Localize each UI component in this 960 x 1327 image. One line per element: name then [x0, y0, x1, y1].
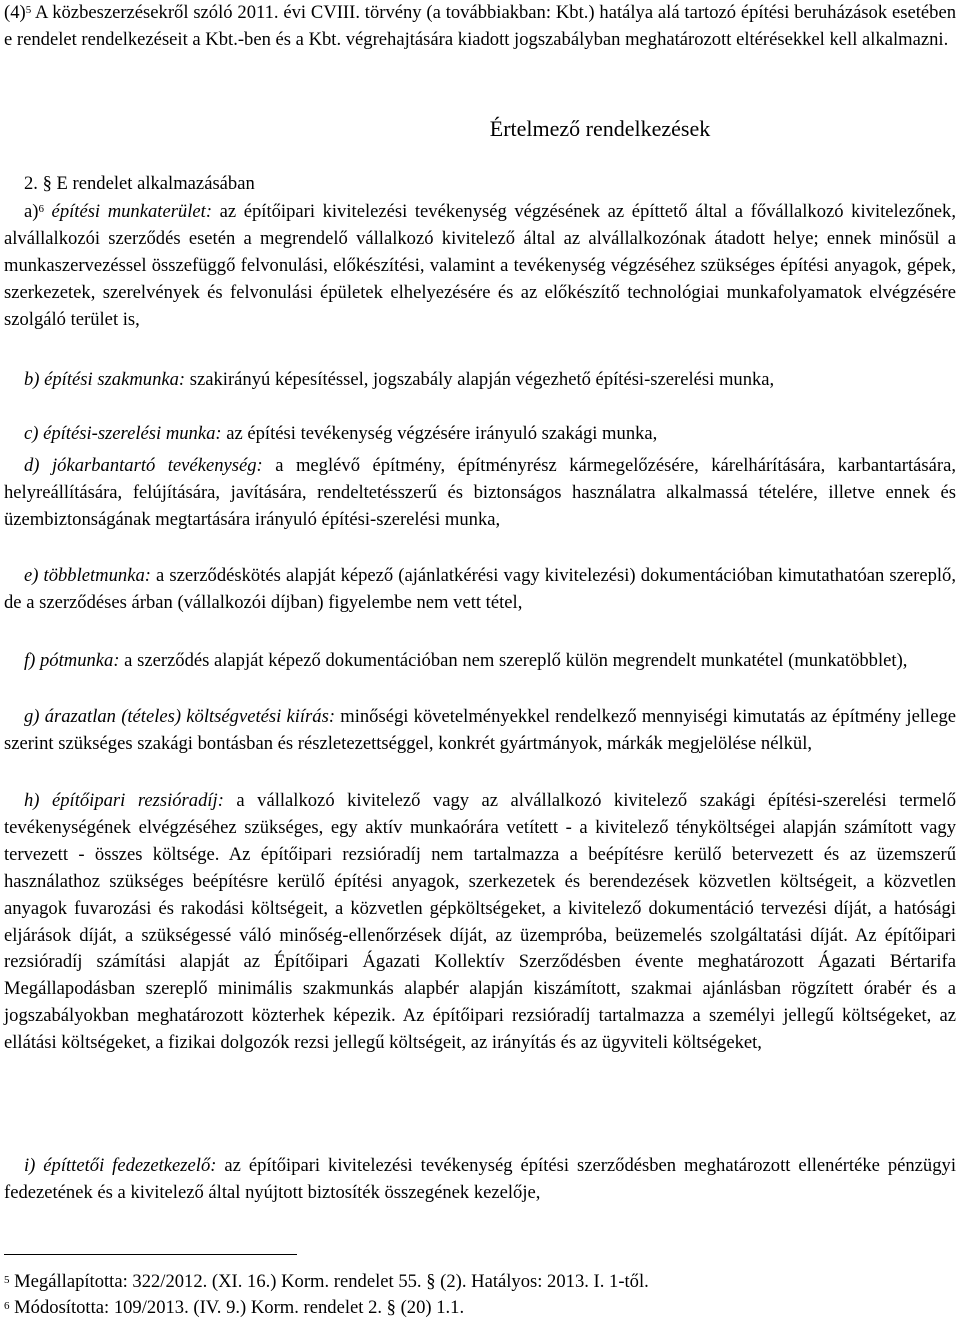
section-intro-text: E rendelet alkalmazásában — [51, 173, 255, 194]
paragraph-text: A közbeszerzésekről szóló 2011. évi CVIII. törvény (a továbbiakban: Kbt.) hatálya alá tartozó építési beruházások esetében e rendelet rendelkezéseit a Kbt.-ben és a Kbt. végrehajtására kiadott jogszabályban meghatározott eltérésekkel kell alkalmazni. — [4, 2, 956, 50]
definition-term: e) többletmunka: — [24, 565, 151, 586]
definition-term: g) árazatlan (tételes) költségvetési kiírás: — [24, 706, 336, 727]
definition-text: szakirányú képesítéssel, jogszabály alapján végezhető építési-szerelési munka, — [185, 369, 775, 390]
definition-term: b) építési szakmunka: — [24, 369, 186, 390]
section-number: 2. — [24, 173, 38, 194]
definition-e — [4, 563, 956, 617]
definition-term: h) építőipari rezsióradíj: — [24, 790, 224, 811]
definition-text: minőségi követelményekkel rendelkező mennyiségi kimutatás az építmény jellege szerint szükséges szakági bontásban és részletezettséggel, konkrét gyártmányok, márkák megjelölése nélkül, — [4, 706, 956, 754]
definition-text: az építési tevékenység végzésére irányuló szakági munka, — [221, 423, 658, 444]
definition-term: i) építtetői fedezetkezelő: — [24, 1155, 217, 1176]
definition-term: d) jókarbantartó tevékenység: — [24, 455, 263, 476]
definition-g — [4, 704, 956, 758]
footnote-ref-6[interactable]: 6 — [38, 203, 44, 215]
definition-text: a szerződéskötés alapját képező (ajánlatkérési vagy kivitelezési) dokumentációban kimutathatóan szereplő, de a szerződéses árban (vállalkozói díjban) figyelembe nem vett tétel, — [4, 565, 957, 613]
definition-label: a) — [24, 201, 39, 222]
footnote-separator — [4, 1254, 297, 1255]
definition-i — [4, 1153, 956, 1207]
section-2-intro — [4, 171, 956, 198]
paragraph-4 — [4, 0, 956, 54]
definition-term: c) építési-szerelési munka: — [24, 423, 222, 444]
definition-c — [4, 421, 956, 448]
section-heading: Értelmező rendelkezések — [489, 116, 711, 141]
footnote-6 — [4, 1296, 464, 1320]
footnote-5 — [4, 1270, 649, 1294]
definition-f — [4, 648, 956, 675]
footnote-number: 6 — [4, 1300, 10, 1312]
footnote-text: Módosította: 109/2013. (IV. 9.) Korm. rendelet 2. § (20) 1.1. — [9, 1297, 465, 1318]
definition-a — [4, 199, 956, 334]
footnote-number: 5 — [4, 1274, 10, 1286]
definition-h — [4, 788, 956, 1057]
footnote-ref-5[interactable]: 5 — [25, 4, 32, 16]
definition-term: építési munkaterület: — [43, 201, 213, 222]
definition-term: f) pótmunka: — [24, 650, 120, 671]
definition-text: a szerződés alapját képező dokumentációban nem szereplő külön megrendelt munkatétel (munkatöbblet), — [119, 650, 908, 671]
definition-text: az építőipari kivitelezési tevékenység építési szerződésben meghatározott ellenértéke pénzügyi fedezetének és a kivitelező által nyújtott biztosíték összegének kezelője, — [4, 1155, 956, 1203]
definition-text: az építőipari kivitelezési tevékenység végzésének az építtető által a fővállalkozó kivitelezőnek, alvállalkozói szerződés esetén a megrendelő vállalkozó kivitelező által az alvállalkozónak átadott helye; ennek minősül a munkaszervezéssel összefüggő felvonulási, előkészítési, valamint a tevékenység végzéséhez szükséges építési anyagok, gépek, szerkezetek, szerelvények és felvonulási épületek elhelyezésére és az előkészítő technológiai munkafolyamatok elvégzésére szolgáló terület is, — [4, 201, 956, 330]
definition-d — [4, 453, 956, 534]
footnote-text: Megállapította: 322/2012. (XI. 16.) Korm. rendelet 55. § (2). Hatályos: 2013. I. 1-től. — [9, 1271, 649, 1292]
section-sign: § — [42, 173, 52, 194]
definition-b — [4, 367, 956, 394]
definition-text: a meglévő építmény, építményrész kármegelőzésére, kárelhárítására, karbantartására, helyreállítására, felújítására, javítására, rendeltetésszerű és biztonságos használatra alkalmassá tételére, illetve ennek és üzembiztonságának megtartására irányuló építési-szerelési munka, — [4, 455, 957, 530]
paragraph-number: (4) — [4, 2, 26, 23]
definition-text: a vállalkozó kivitelező vagy az alvállalkozó kivitelező szakági építési-szerelési termelő tevékenységének elvégzéséhez szükséges, egy aktív munkaórára vetített - a kivitelező tényköltségei alapján számított vagy tervezett - összes költsége. Az építőipari rezsióradíj nem tartalmazza a beépítésre kerülő betervezett és az üzemszerű használathoz szükséges beépítésre kerülő építési anyagok, szerkezetek és berendezések közvetlen költségeit, a közvetlen anyagok fuvarozási és rakodási költségeit, a közvetlen gépköltségeket, a kivitelező dokumentáció tervezési díját, a hatósági eljárások díját, a szükségessé váló minőség-ellenőrzések díját, az üzempróba, beüzemelés szolgáltatási díját. Az építőipari rezsióradíj számítási alapját az Építőipari Ágazati Kollektív Szerződésben évente meghatározott Ágazati Bértarifa Megállapodásban szereplő minimális szakmunkás alapbér alapján kiszámított, szakmai ajánlásban rögzített órabér és a jogszabályokban meghatározott közterhek képezik. Az építőipari rezsióradíj tartalmazza a személyi jellegű költségeket, az ellátási költségeket, a fizikai dolgozók rezsi jellegű költségeit, az irányítás és az ügyviteli költségeket, — [4, 790, 956, 1054]
